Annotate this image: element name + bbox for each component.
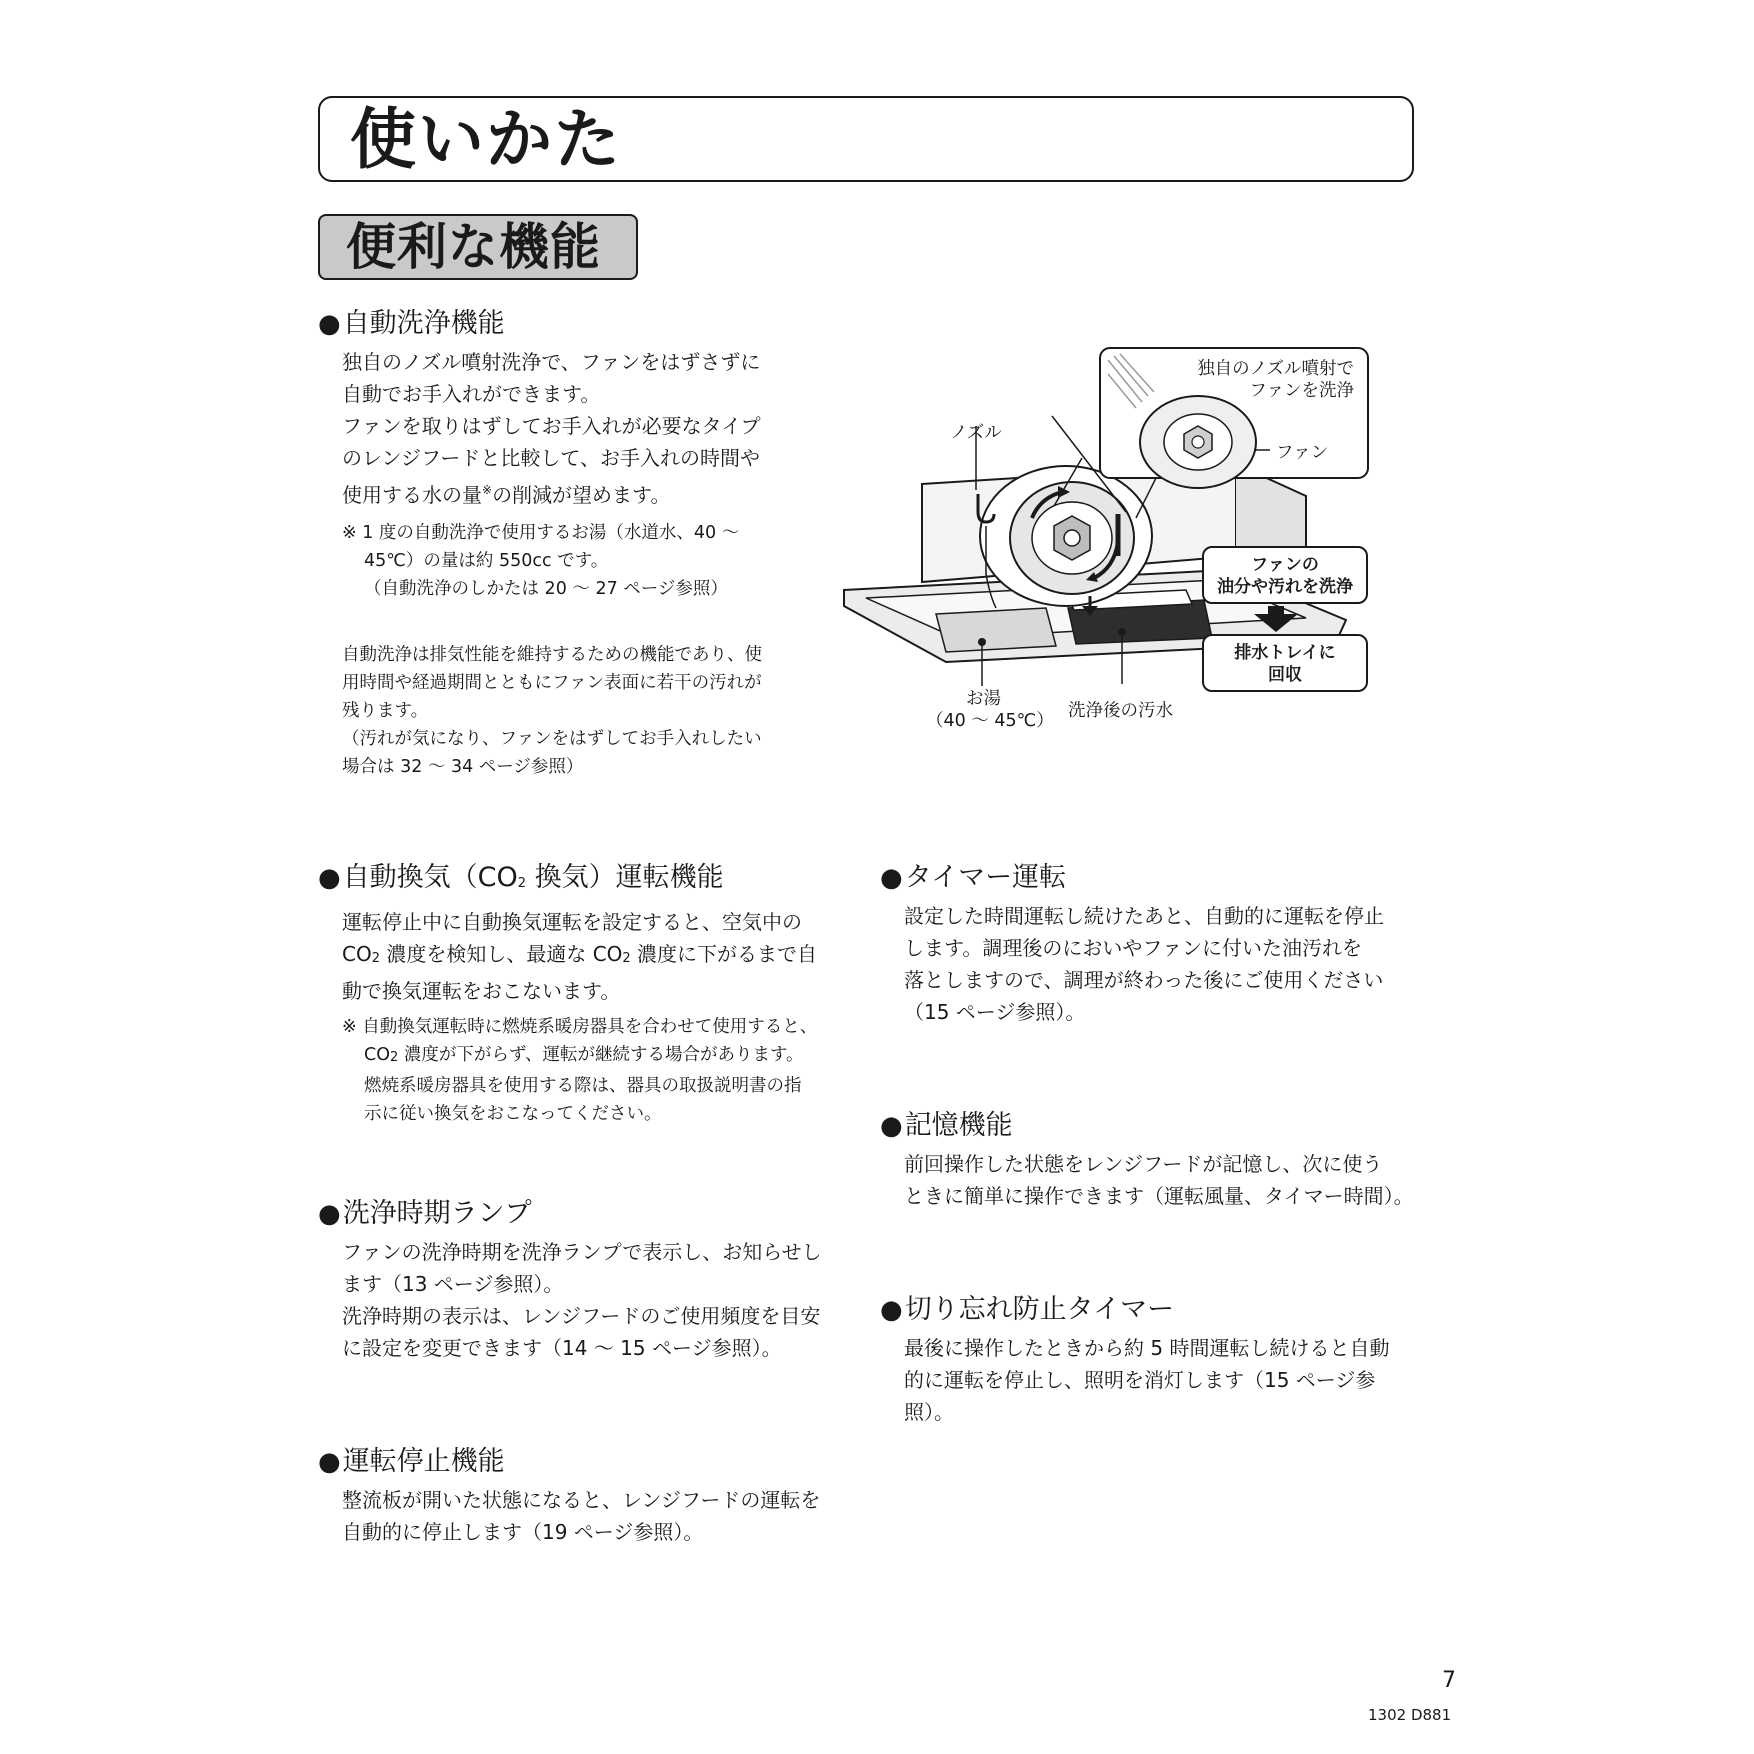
section-timer (880, 860, 1384, 1028)
section-remark (342, 641, 762, 781)
body-line: ときに簡単に操作できます（運転風量、タイマー時間）。 (904, 1184, 1414, 1208)
note-line: 燃焼系暖房器具を使用する際は、器具の取扱説明書の指 (364, 1076, 802, 1096)
note-line: （自動洗浄のしかたは 20 ～ 27 ページ参照） (364, 579, 728, 599)
body-line: に設定を変更できます（14 ～ 15 ページ参照）。 (342, 1336, 782, 1360)
section-wash-lamp (318, 1196, 822, 1364)
body-line: （15 ページ参照）。 (904, 1000, 1086, 1024)
section-auto-ventilation (318, 860, 817, 1128)
remark-line: 場合は 32 ～ 34 ページ参照） (342, 757, 584, 777)
body-line: 整流板が開いた状態になると、レンジフードの運転を (342, 1488, 821, 1512)
body-line: 前回操作した状態をレンジフードが記憶し、次に使う (904, 1152, 1383, 1176)
body-line: 運転停止中に自動換気運転を設定すると、空気中の (342, 910, 802, 934)
remark-line: 自動洗浄は排気性能を維持するための機能であり、使 (342, 645, 762, 665)
body-line: ファンの洗浄時期を洗浄ランプで表示し、お知らせし (342, 1240, 822, 1264)
section-memory (880, 1108, 1414, 1212)
bullet-icon: ● (880, 1295, 903, 1325)
page-title-box (318, 96, 1414, 182)
section-heading (880, 1108, 1414, 1144)
bullet-icon: ● (880, 863, 903, 893)
note-line: ※ 1 度の自動洗浄で使用するお湯（水道水、40 ～ (342, 523, 740, 543)
nozzle-label: ノズル (950, 423, 1002, 443)
note-line: ※ 自動換気運転時に燃焼系暖房器具を合わせて使用すると、 (342, 1017, 818, 1037)
section-heading (880, 860, 1384, 896)
body-text: 濃度を検知し、最適な CO (380, 942, 623, 966)
body-line: 設定した時間運転し続けたあと、自動的に運転を停止 (904, 904, 1384, 928)
section-heading (880, 1292, 1389, 1328)
section-title-box (318, 214, 638, 280)
body-text: 使用する水の量 (342, 483, 482, 507)
section-heading (318, 306, 762, 342)
section-heading (318, 1444, 820, 1480)
heading-text: タイマー運転 (904, 862, 1067, 893)
bullet-icon: ● (318, 309, 341, 339)
section-off-timer (880, 1292, 1389, 1428)
hot-water-tank (936, 608, 1056, 652)
body-text: CO (342, 942, 372, 966)
page-title: 使いかた (350, 101, 622, 178)
note-text: CO (364, 1045, 390, 1065)
body-line: 的に運転を停止し、照明を消灯します（15 ページ参 (904, 1368, 1376, 1392)
section-auto-wash (318, 306, 762, 781)
note-mark: ※ (482, 483, 493, 497)
subscript: 2 (390, 1050, 399, 1065)
body-line: します。調理後のにおいやファンに付いた油汚れを (904, 936, 1362, 960)
note-line (342, 1041, 817, 1072)
callout-drain (1202, 634, 1368, 692)
body-line (342, 938, 817, 975)
heading-text: 切り忘れ防止タイマー (904, 1294, 1175, 1325)
section-body (904, 900, 1384, 1028)
body-text: の削減が望めます。 (492, 483, 671, 507)
body-line (342, 474, 762, 511)
page-number: 7 (1442, 1668, 1456, 1693)
body-line: 照）。 (904, 1400, 954, 1424)
body-text: 濃度に下がるまで自 (630, 942, 818, 966)
body-line: 洗浄時期の表示は、レンジフードのご使用頻度を目安 (342, 1304, 821, 1328)
note-line: 45℃）の量は約 550cc です。 (364, 551, 609, 571)
section-title: 便利な機能 (346, 218, 601, 276)
heading-text: 自動洗浄機能 (342, 308, 505, 339)
body-line: のレンジフードと比較して、お手入れの時間や (342, 446, 760, 470)
section-body (904, 1332, 1389, 1428)
heading-text: 自動換気（CO (342, 862, 518, 893)
section-heading (318, 1196, 822, 1232)
note-text: 濃度が下がらず、運転が継続する場合があります。 (398, 1045, 804, 1065)
callout-line: 回収 (1268, 665, 1302, 685)
section-body (342, 906, 817, 1007)
range-hood-illustration (836, 346, 1376, 746)
document-code: 1302 D881 (1368, 1706, 1452, 1724)
heading-text: 記憶機能 (904, 1110, 1013, 1141)
body-line: ます（13 ページ参照）。 (342, 1272, 564, 1296)
body-line: ファンを取りはずしてお手入れが必要なタイプ (342, 414, 761, 438)
caption-line: 独自のノズル噴射で (1197, 359, 1354, 379)
callout-line: 排水トレイに (1234, 643, 1336, 663)
caption-line: ファンを洗浄 (1249, 381, 1354, 401)
fan-label: ファン (1276, 443, 1329, 463)
heading-text: 洗浄時期ランプ (342, 1198, 532, 1229)
body-line: 自動的に停止します（19 ページ参照）。 (342, 1520, 704, 1544)
section-note (342, 519, 762, 603)
section-body (904, 1148, 1414, 1212)
inset-caption (1174, 358, 1354, 402)
bullet-icon: ● (880, 1111, 903, 1141)
remark-line: 用時間や経過期間とともにファン表面に若干の汚れが (342, 673, 762, 693)
body-line: 独自のノズル噴射洗浄で、ファンをはずさずに (342, 350, 761, 374)
section-note (342, 1013, 817, 1128)
hot-water-temp-label: （40 ～ 45℃） (926, 711, 1054, 731)
callout-line: 油分や汚れを洗浄 (1217, 577, 1353, 597)
bullet-icon: ● (318, 1199, 341, 1229)
callout-line: ファンの (1251, 555, 1319, 575)
note-line: 示に従い換気をおこなってください。 (364, 1104, 662, 1124)
callout-wash (1202, 546, 1368, 604)
subscript: 2 (371, 951, 380, 966)
body-line: 落としますので、調理が終わった後にご使用ください (904, 968, 1384, 992)
section-heading (318, 860, 817, 902)
dirty-water-label: 洗浄後の汚水 (1068, 701, 1173, 721)
subscript: 2 (622, 951, 631, 966)
heading-text: 換気）運転機能 (526, 862, 724, 893)
bullet-icon: ● (318, 1447, 341, 1477)
body-line: 自動でお手入れができます。 (342, 382, 601, 406)
body-line: 動で換気運転をおこないます。 (342, 979, 621, 1003)
bullet-icon: ● (318, 863, 341, 893)
heading-text: 運転停止機能 (342, 1446, 505, 1477)
section-body (342, 1236, 822, 1364)
remark-line: （汚れが気になり、ファンをはずしてお手入れしたい (342, 729, 762, 749)
body-line: 最後に操作したときから約 5 時間運転し続けると自動 (904, 1336, 1390, 1360)
section-body (342, 346, 762, 511)
subscript: 2 (517, 876, 527, 891)
hot-water-label: お湯 (966, 689, 1001, 709)
section-body (342, 1484, 820, 1548)
section-stop-function (318, 1444, 820, 1548)
remark-line: 残ります。 (342, 701, 429, 721)
